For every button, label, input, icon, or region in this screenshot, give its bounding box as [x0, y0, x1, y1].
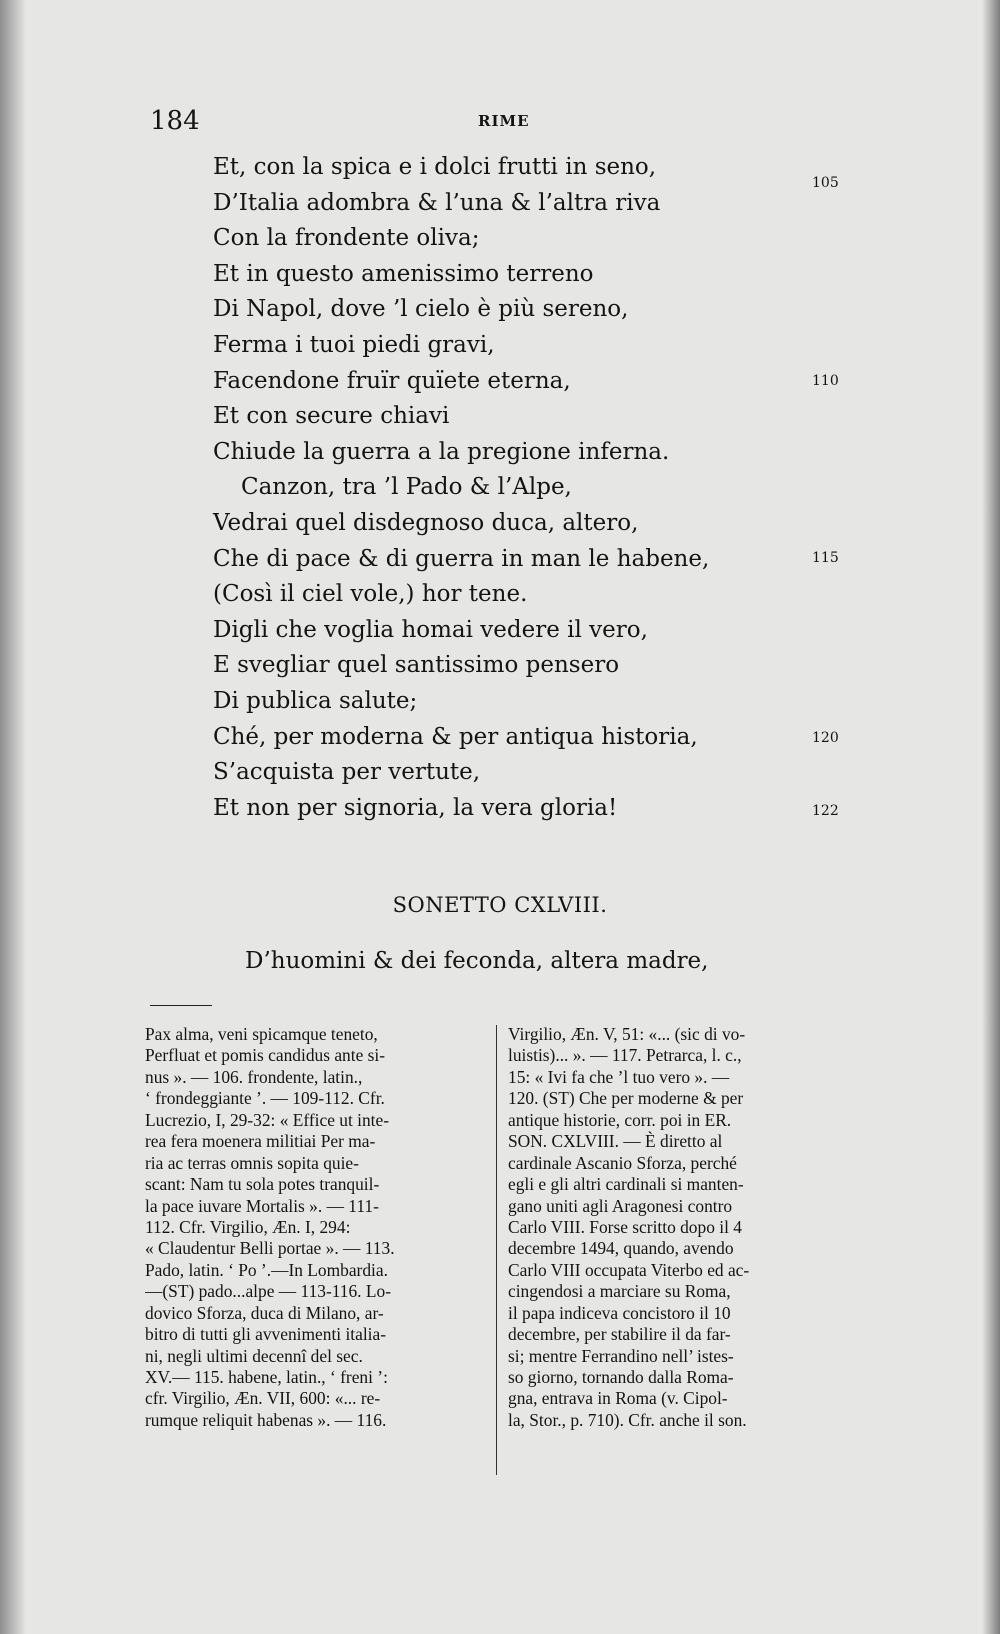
verse-line: E svegliar quel santissimo pensero: [213, 652, 620, 679]
verse-line: S’acquista per vertute,: [213, 759, 481, 786]
sonnet-first-line: D’huomini & dei feconda, altera madre,: [245, 948, 709, 974]
line-number: 115: [812, 550, 839, 566]
footnote-line: gano uniti agli Aragonesi contro: [508, 1195, 733, 1216]
footnote-line: ria ac terras omnis sopita quie-: [145, 1152, 359, 1173]
footnote-line: luistis)... ». — 117. Petrarca, l. c.,: [508, 1045, 742, 1066]
footnote-line: Lucrezio, I, 29-32: « Effice ut inte-: [145, 1109, 390, 1130]
verse-line: Canzon, tra ’l Pado & l’Alpe,: [241, 474, 572, 501]
verse-line: Et in questo amenissimo terreno: [213, 260, 594, 287]
footnote-line: so giorno, tornando dalla Roma-: [508, 1367, 734, 1387]
footnotes-left-column: [145, 1024, 475, 1431]
page-number: 184: [150, 106, 200, 136]
verse-line: Et, con la spica e i dolci frutti in seno,: [213, 154, 657, 180]
page-edge-shadow: [982, 0, 1000, 1634]
footnote-line: 15: « Ivi fa che ’l tuo vero ». —: [508, 1066, 730, 1087]
footnote-line: la, Stor., p. 710). Cfr. anche il son.: [508, 1409, 747, 1430]
footnote-line: Pado, latin. ‘ Po ’.—In Lombardia.: [145, 1259, 388, 1280]
verse-line: D’Italia adombra & l’una & l’altra riva: [213, 189, 661, 216]
footnote-line: cardinale Ascanio Sforza, perché: [508, 1152, 737, 1173]
footnote-line: antique historie, corr. poi in ER.: [508, 1109, 732, 1130]
footnote-line: egli e gli altri cardinali si manten-: [508, 1174, 744, 1195]
verse-line: Digli che voglia homai vedere il vero,: [213, 616, 648, 643]
page-gutter-shadow: [0, 0, 26, 1634]
footnote-line: cfr. Virgilio, Æn. VII, 600: «... re-: [145, 1388, 381, 1409]
footnote-line: rumque reliquit habenas ». — 116.: [145, 1409, 387, 1430]
footnote-line: Carlo VIII occupata Viterbo ed ac-: [508, 1259, 750, 1280]
footnote-line: scant: Nam tu sola potes tranquil-: [145, 1174, 380, 1195]
footnote-line: gna, entrava in Roma (v. Cipol-: [508, 1388, 728, 1409]
footnote-line: decembre 1494, quando, avendo: [508, 1238, 734, 1259]
verse-line: Et con secure chiavi: [213, 403, 450, 430]
footnote-line: XV.— 115. habene, latin., ‘ freni ’:: [145, 1367, 388, 1387]
footnote-line: —(ST) pado...alpe — 113-116. Lo-: [145, 1281, 391, 1302]
footnote-line: cingendosi a marciare su Roma,: [508, 1281, 731, 1302]
footnote-line: Perfluat et pomis candidus ante si-: [145, 1045, 386, 1066]
verse-line: Di publica salute;: [213, 687, 418, 714]
footnotes-right-column: [508, 1024, 838, 1431]
sonnet-title: SONETTO CXLVIII.: [392, 893, 608, 917]
footnote-line: nus ». — 106. frondente, latin.,: [145, 1066, 363, 1087]
verse-line: Che di pace & di guerra in man le habene,: [213, 545, 710, 572]
footnote-line: bitro di tutti gli avvenimenti italia-: [145, 1324, 387, 1345]
footnote-line: ‘ frondeggiante ’. — 109-112. Cfr.: [145, 1088, 385, 1109]
line-number: 122: [812, 803, 839, 819]
footnote-line: « Claudentur Belli portae ». — 113.: [145, 1238, 395, 1259]
line-number: 120: [812, 730, 839, 746]
footnote-line: Pax alma, veni spicamque teneto,: [145, 1024, 378, 1044]
footnote-line: SON. CXLVIII. — È diretto al: [508, 1131, 723, 1152]
footnote-rule: [150, 1005, 212, 1006]
footnote-line: ni, negli ultimi decennî del sec.: [145, 1345, 363, 1366]
footnote-line: la pace iuvare Mortalis ». — 111-: [145, 1195, 379, 1216]
footnote-line: dovico Sforza, duca di Milano, ar-: [145, 1302, 384, 1323]
footnote-line: si; mentre Ferrandino nell’ istes-: [508, 1345, 734, 1366]
footnote-line: Virgilio, Æn. V, 51: «... (sic di vo-: [508, 1024, 746, 1044]
footnote-line: Carlo VIII. Forse scritto dopo il 4: [508, 1216, 742, 1237]
verse-line: Facendone fruïr quïete eterna,: [213, 367, 571, 394]
footnote-line: 112. Cfr. Virgilio, Æn. I, 294:: [145, 1216, 351, 1237]
verse-line: Vedrai quel disdegnoso duca, altero,: [213, 509, 639, 536]
verse-line: (Così il ciel vole,) hor tene.: [213, 581, 528, 608]
verse-line: Et non per signoria, la vera gloria!: [213, 794, 618, 821]
footnote-line: 120. (ST) Che per moderne & per: [508, 1088, 744, 1109]
footnote-line: decembre, per stabilire il da far-: [508, 1324, 731, 1345]
verse-line: Con la frondente oliva;: [213, 225, 480, 252]
verse-line: Di Napol, dove ’l cielo è più sereno,: [213, 296, 629, 323]
running-head: RIME: [478, 112, 530, 130]
line-number: 105: [812, 175, 839, 191]
column-divider: [496, 1025, 497, 1475]
poem-verses: [213, 150, 773, 826]
verse-line: Ché, per moderna & per antiqua historia,: [213, 723, 698, 750]
footnote-line: rea fera moenera militiai Per ma-: [145, 1131, 376, 1152]
footnote-line: il papa indiceva concistoro il 10: [508, 1302, 731, 1323]
verse-line: Chiude la guerra a la pregione inferna.: [213, 438, 670, 465]
verse-line: Ferma i tuoi piedi gravi,: [213, 331, 495, 358]
line-number: 110: [812, 373, 839, 389]
